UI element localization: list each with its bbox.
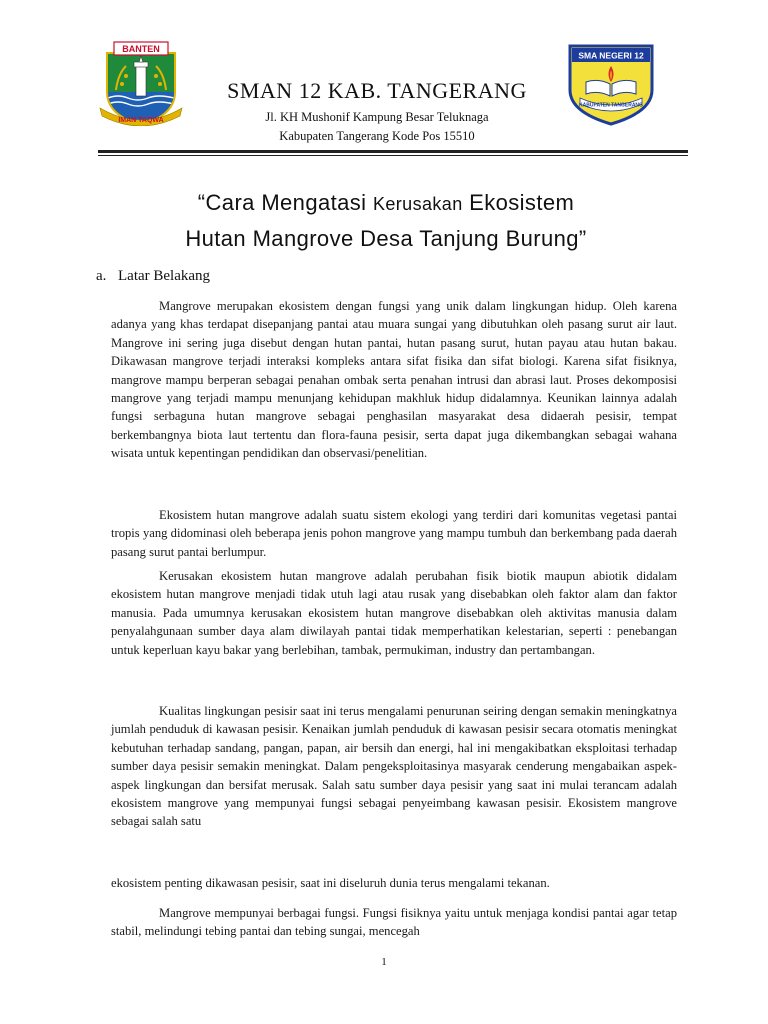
paragraph-2 — [111, 506, 677, 561]
school-name: SMAN 12 KAB. TANGERANG — [227, 78, 527, 103]
banten-motto-text: IMAN TAQWA — [118, 117, 164, 124]
paragraph-4 — [111, 702, 677, 831]
title-part-1: “Cara Mengatasi — [197, 190, 367, 215]
paragraph-text: Kerusakan ekosistem hutan mangrove adalah perubahan fisik biotik maupun abiotik didalam ekosistem hutan mangrove menjadi tidak utuh lagi atau rusak yang disebabkan oleh faktor alam dan faktor manusia. Pada umumnya kerusakan ekosistem hutan mangrove disebabkan oleh aktivitas manusia dalam penyalahgunaan sumber daya alam diwilayah pantai tidak memperhatikan kelestarian, seperti : penebangan untuk keperluan kayu bakar yang berlebihan, tambak, permukiman, industry dan pertambangan. — [111, 569, 677, 657]
banten-crest-icon — [96, 40, 186, 126]
sma-banner-text: SMA NEGERI 12 — [578, 50, 644, 61]
section-heading-text: Latar Belakang — [118, 268, 211, 284]
section-heading — [96, 268, 210, 285]
header-divider-thin — [98, 155, 688, 156]
header-divider-thick — [98, 150, 688, 153]
paragraph-text: Mangrove merupakan ekosistem dengan fungsi yang unik dalam lingkungan hidup. Oleh karena adanya yang khas terdapat disepanjang pantai atau muara sungai yang dibutuhkan oleh pasang surut air laut. Mangrove ini sering juga disebut dengan hutan pantai, hutan pasang surut, hutan payau atau hutan bakau. Dikawasan mangrove terjadi interaksi kompleks antara sifat fisika dan sifat biologi. Karena sifat fisiknya, mangrove mampu berperan sebagai penahan ombak serta penahan intrusi dan abrasi laut. Proses dekomposisi mangrove yang terjadi mampu menunjang kehidupan makhluk hidup didalamnya. Keunikan lainnya adalah fungsi serbaguna hutan mangrove sebagai penghasilan masyarakat desa didaerah pesisir, tempat berkembangnya biota laut tertentu dan flora-fauna pesisir, serta dapat juga dikembangkan sebagai wahana wisata untuk kepentingan pendidikan dan observasi/penelitian. — [111, 299, 677, 461]
paragraph-6 — [111, 904, 677, 941]
title-part-2: Kerusakan — [372, 194, 463, 214]
address-line-2: Kabupaten Tangerang Kode Pos 15510 — [279, 129, 475, 143]
paragraph-text: ekosistem penting dikawasan pesisir, saat ini diseluruh dunia terus mengalami tekanan. — [111, 876, 550, 890]
address-line-1: Jl. KH Mushonif Kampung Besar Teluknaga — [265, 110, 489, 124]
page-number: 1 — [381, 956, 387, 968]
paragraph-text: Ekosistem hutan mangrove adalah suatu sistem ekologi yang terdiri dari komunitas vegetasi pantai tropis yang didominasi oleh beberapa jenis pohon mangrove yang mampu tumbuh dan berkembang pada daerah pasang surut pantai berlumpur. — [111, 508, 677, 559]
paragraph-text: Kualitas lingkungan pesisir saat ini terus mengalami penurunan seiring dengan semakin meningkatnya jumlah penduduk di kawasan pesisir. Kenaikan jumlah penduduk di kawasan pesisir secara otomatis meningkat kebutuhan terhadap sandang, pangan, papan, air bersih dan energi, hal ini mengakibatkan eksploitasi terhadap sumber daya pesisir semakin meningkat. Dalam pengeksploitasinya masyarak cenderung mengabaikan aspek-aspek lingkungan dan bersifat merusak. Salah satu sumber daya pesisir yang saat ini mulai terancam adalah ekosistem mangrove yang mempunyai fungsi sebagai penyeimbang kawasan pesisir. Ekosistem mangrove sebagai salah satu — [111, 704, 677, 829]
paragraph-text: Mangrove mempunyai berbagai fungsi. Fungsi fisiknya yaitu untuk menjaga kondisi pantai agar tetap stabil, melindungi tebing pantai dan tebing sungai, mencegah — [111, 906, 677, 939]
paragraph-3 — [111, 567, 677, 659]
paragraph-5 — [111, 874, 677, 892]
document-title-line-2: Hutan Mangrove Desa Tanjung Burung” — [185, 226, 587, 251]
sma-ribbon-text: KABUPATEN TANGERANG — [579, 102, 643, 109]
banten-banner-text: BANTEN — [122, 44, 160, 54]
section-marker: a. — [96, 268, 107, 284]
paragraph-1 — [111, 297, 677, 463]
sma-negeri-12-badge-icon — [564, 40, 658, 126]
title-part-3: Ekosistem — [469, 190, 575, 215]
document-title-line-1 — [96, 190, 676, 216]
